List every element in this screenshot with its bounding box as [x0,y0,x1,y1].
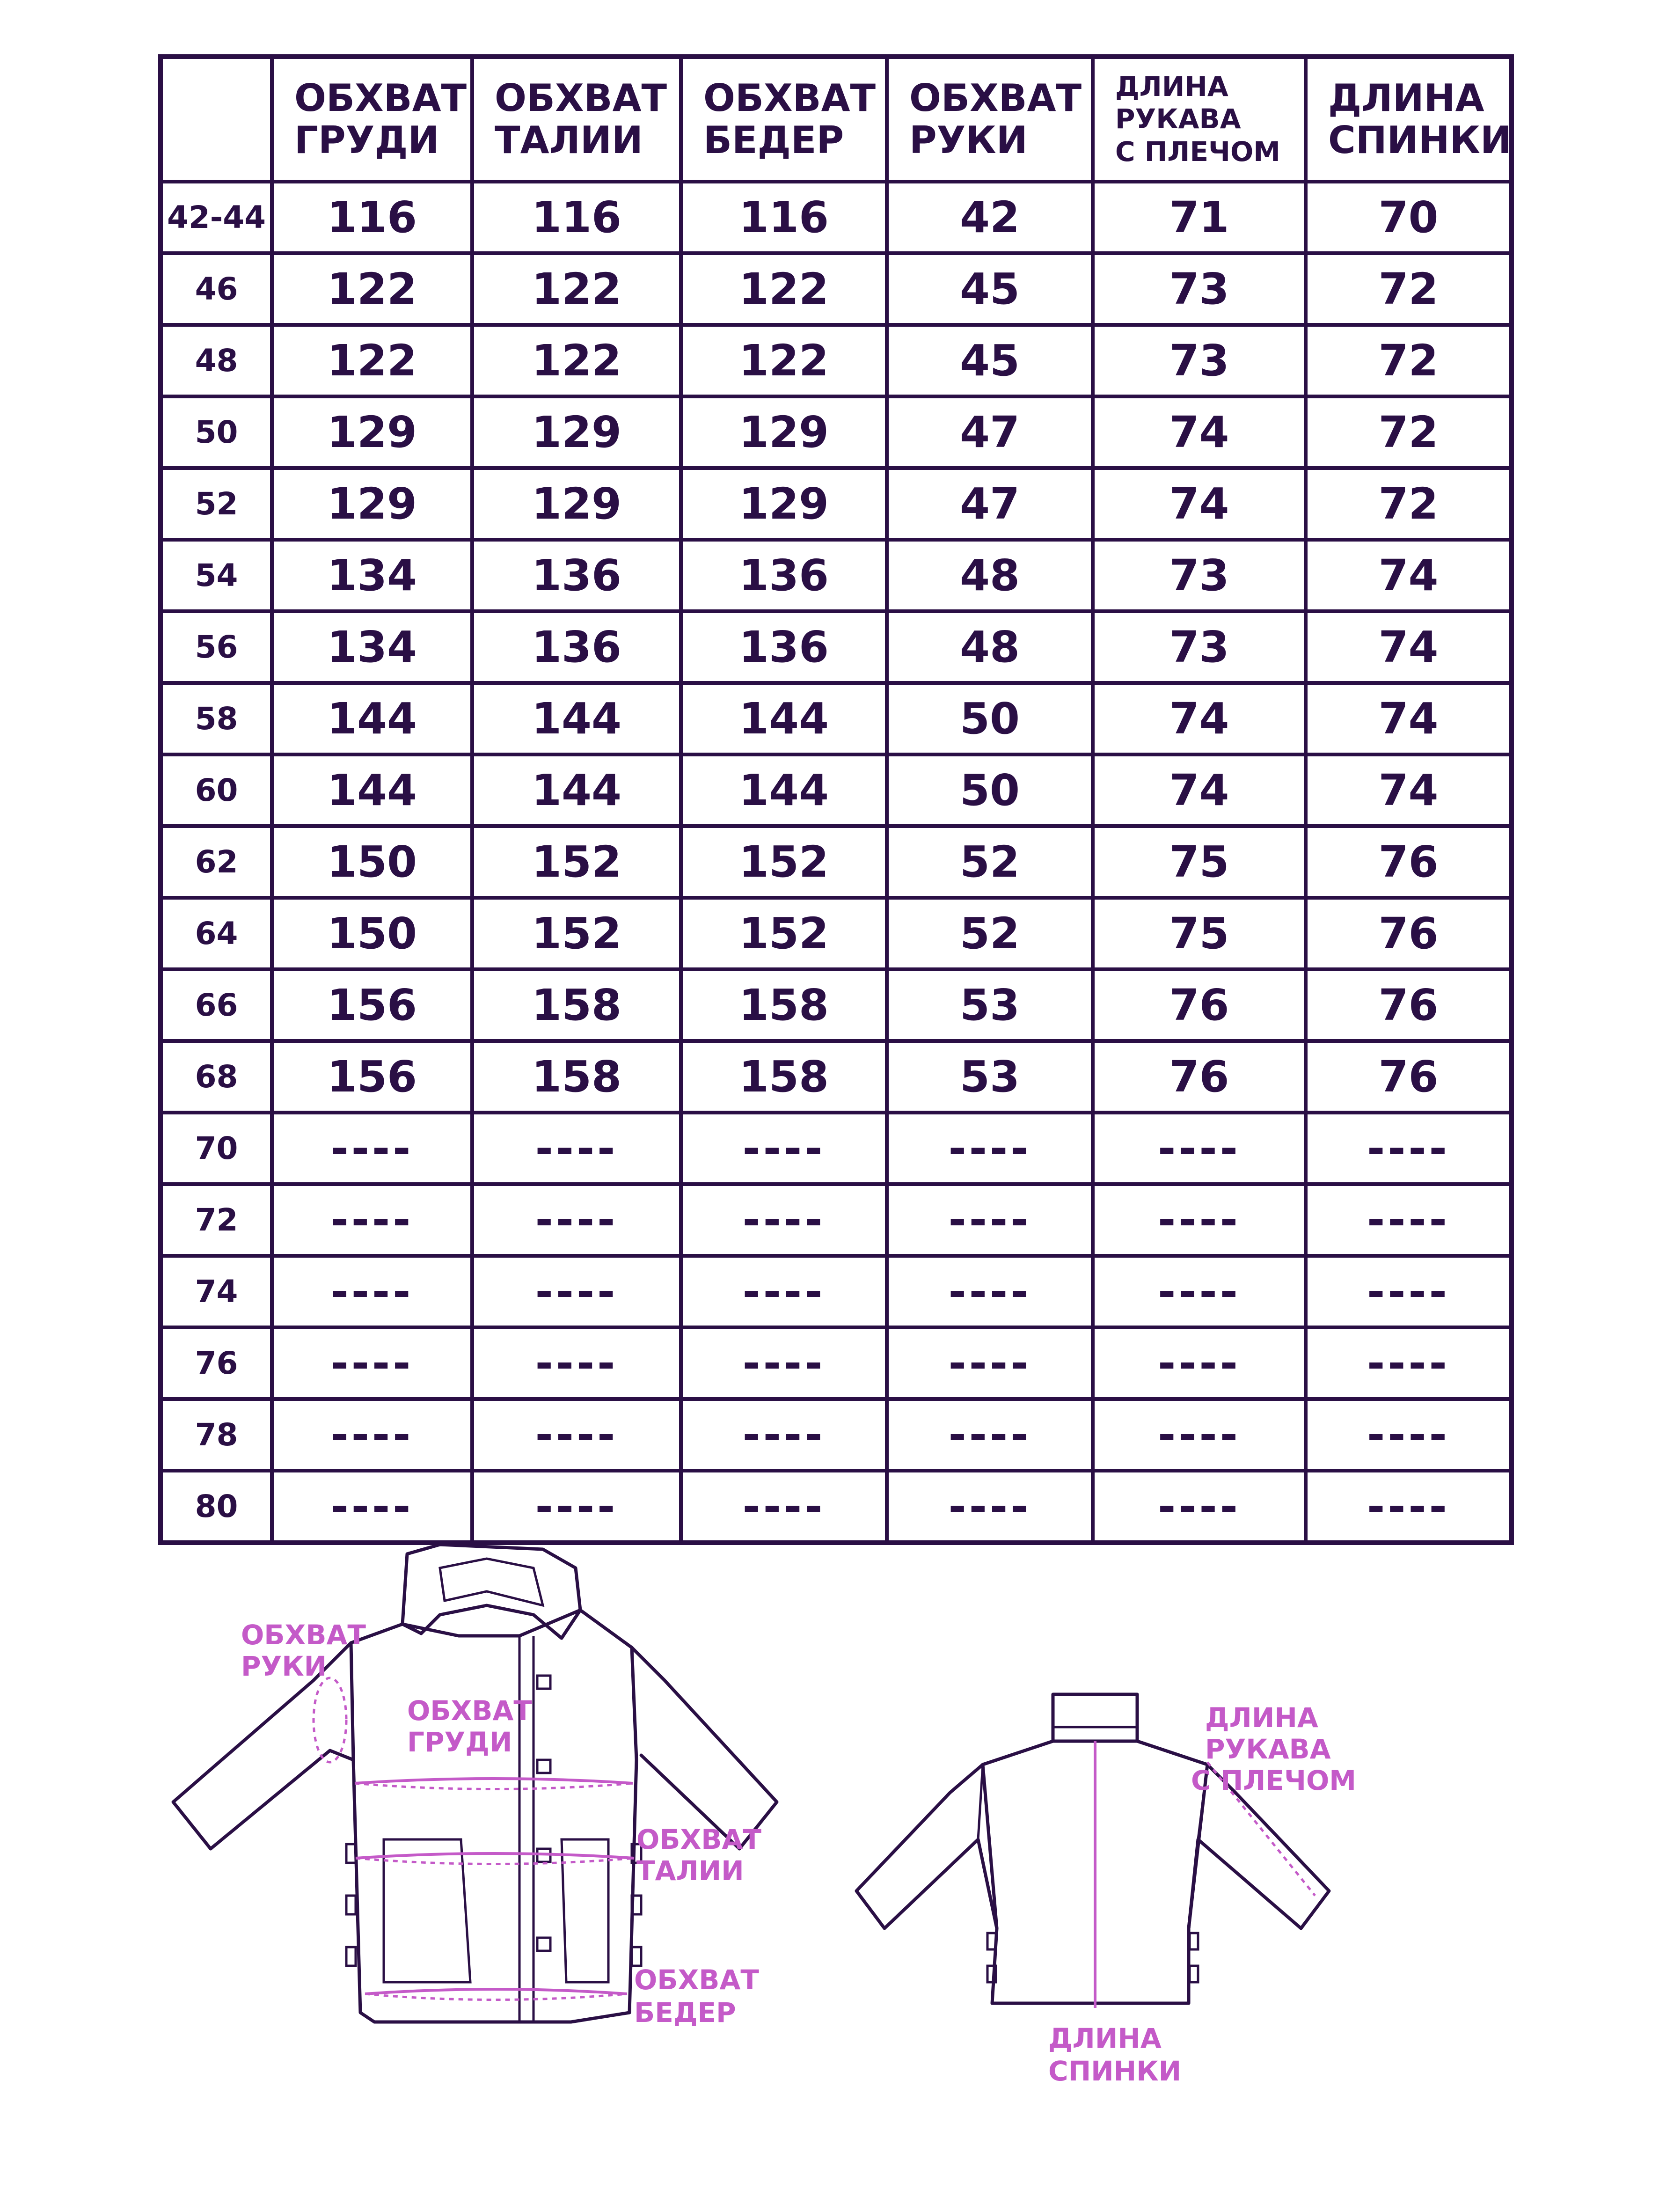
cell-arm: 53 [887,969,1093,1041]
table-row [161,1041,1512,1113]
label-sleeve-3: С ПЛЕЧОМ [1191,1765,1356,1796]
table-row [161,1184,1512,1256]
table-row [161,969,1512,1041]
cell-sleeve-length: 76 [1093,1041,1306,1113]
cell-size: 58 [161,683,272,754]
cell-back-length: 74 [1306,540,1512,611]
cell-size: 64 [161,898,272,969]
cell-back-length: ---- [1306,1113,1512,1184]
cell-hips: ---- [681,1471,887,1543]
table-row [161,683,1512,754]
table-body [161,182,1512,1543]
cell-arm: 47 [887,468,1093,540]
cell-hips: 122 [681,253,887,325]
cell-sleeve-length: ---- [1093,1256,1306,1327]
cell-chest: 150 [272,898,472,969]
table-row [161,253,1512,325]
cell-size: 70 [161,1113,272,1184]
cell-arm: 48 [887,611,1093,683]
cell-hips: ---- [681,1327,887,1399]
cell-back-length: 74 [1306,754,1512,826]
cell-back-length: 76 [1306,1041,1512,1113]
cell-waist: 129 [472,468,681,540]
front-jacket-outline [173,1545,777,2022]
label-waist-2: ТАЛИИ [636,1855,744,1887]
table-row [161,1256,1512,1327]
header-size [161,57,272,182]
cell-arm: 52 [887,898,1093,969]
cell-sleeve-length: 74 [1093,754,1306,826]
header-sleeve-length: ДЛИНА РУКАВА С ПЛЕЧОМ [1093,57,1306,182]
cell-back-length: 76 [1306,898,1512,969]
cell-back-length: 72 [1306,253,1512,325]
cell-chest: 134 [272,540,472,611]
label-hips-1: ОБХВАТ [634,1964,759,1996]
header-arm: ОБХВАТ РУКИ [887,57,1093,182]
label-sleeve-1: ДЛИНА [1205,1702,1318,1734]
cell-size: 80 [161,1471,272,1543]
cell-arm: 45 [887,253,1093,325]
label-arm-1: ОБХВАТ [241,1619,366,1651]
cell-sleeve-length: 71 [1093,182,1306,253]
table-header-row [161,57,1512,182]
cell-hips: 158 [681,969,887,1041]
cell-arm: ---- [887,1184,1093,1256]
cell-back-length: 74 [1306,683,1512,754]
cell-waist: 158 [472,969,681,1041]
cell-chest: 129 [272,396,472,468]
cell-size: 56 [161,611,272,683]
cell-hips: 144 [681,754,887,826]
label-chest-2: ГРУДИ [407,1726,512,1758]
cell-waist: 136 [472,611,681,683]
cell-back-length: ---- [1306,1184,1512,1256]
label-back-1: ДЛИНА [1048,2022,1162,2054]
cell-chest: 156 [272,1041,472,1113]
table-row [161,325,1512,396]
cell-size: 46 [161,253,272,325]
cell-back-length: 74 [1306,611,1512,683]
cell-size: 42-44 [161,182,272,253]
table-row [161,1399,1512,1471]
cell-waist: ---- [472,1471,681,1543]
size-chart-table [158,54,1514,1545]
cell-back-length: 76 [1306,826,1512,898]
cell-arm: 50 [887,683,1093,754]
cell-chest: ---- [272,1471,472,1543]
cell-hips: 136 [681,611,887,683]
cell-chest: 116 [272,182,472,253]
cell-size: 48 [161,325,272,396]
header-waist: ОБХВАТ ТАЛИИ [472,57,681,182]
cell-hips: 152 [681,898,887,969]
cell-waist: 144 [472,754,681,826]
cell-size: 68 [161,1041,272,1113]
header-chest: ОБХВАТ ГРУДИ [272,57,472,182]
table-row [161,611,1512,683]
cell-size: 76 [161,1327,272,1399]
cell-back-length: ---- [1306,1327,1512,1399]
cell-sleeve-length: 76 [1093,969,1306,1041]
cell-size: 78 [161,1399,272,1471]
cell-size: 74 [161,1256,272,1327]
table-row [161,540,1512,611]
cell-hips: ---- [681,1184,887,1256]
cell-chest: ---- [272,1113,472,1184]
cell-size: 50 [161,396,272,468]
cell-size: 72 [161,1184,272,1256]
cell-sleeve-length: ---- [1093,1399,1306,1471]
cell-hips: 129 [681,468,887,540]
table-row [161,1471,1512,1543]
cell-waist: 144 [472,683,681,754]
cell-hips: 116 [681,182,887,253]
cell-chest: ---- [272,1327,472,1399]
cell-back-length: 72 [1306,325,1512,396]
label-back-2: СПИНКИ [1048,2055,1182,2087]
cell-sleeve-length: ---- [1093,1327,1306,1399]
table-row [161,1113,1512,1184]
cell-waist: ---- [472,1399,681,1471]
table-row [161,1327,1512,1399]
cell-arm: 45 [887,325,1093,396]
cell-arm: ---- [887,1471,1093,1543]
cell-size: 62 [161,826,272,898]
cell-sleeve-length: 73 [1093,611,1306,683]
cell-waist: 129 [472,396,681,468]
cell-chest: ---- [272,1256,472,1327]
cell-waist: ---- [472,1327,681,1399]
cell-arm: 50 [887,754,1093,826]
cell-sleeve-length: ---- [1093,1471,1306,1543]
cell-hips: ---- [681,1399,887,1471]
cell-waist: 116 [472,182,681,253]
cell-chest: 122 [272,253,472,325]
cell-hips: 152 [681,826,887,898]
cell-chest: ---- [272,1184,472,1256]
cell-chest: 144 [272,754,472,826]
cell-size: 66 [161,969,272,1041]
cell-arm: 52 [887,826,1093,898]
cell-chest: 122 [272,325,472,396]
cell-arm: ---- [887,1256,1093,1327]
cell-chest: 144 [272,683,472,754]
cell-chest: 156 [272,969,472,1041]
table-row [161,182,1512,253]
table-row [161,826,1512,898]
cell-arm: 47 [887,396,1093,468]
cell-sleeve-length: 73 [1093,325,1306,396]
cell-chest: ---- [272,1399,472,1471]
cell-arm: 53 [887,1041,1093,1113]
cell-back-length: 72 [1306,468,1512,540]
cell-waist: 152 [472,898,681,969]
front-jacket-diagram [159,1540,786,2041]
cell-sleeve-length: 75 [1093,826,1306,898]
cell-chest: 134 [272,611,472,683]
cell-hips: 144 [681,683,887,754]
table-row [161,898,1512,969]
cell-waist: 136 [472,540,681,611]
cell-sleeve-length: 74 [1093,683,1306,754]
cell-sleeve-length: 74 [1093,396,1306,468]
cell-hips: ---- [681,1113,887,1184]
cell-chest: 129 [272,468,472,540]
cell-sleeve-length: 73 [1093,540,1306,611]
cell-hips: 158 [681,1041,887,1113]
cell-waist: 122 [472,253,681,325]
cell-waist: 122 [472,325,681,396]
cell-waist: 158 [472,1041,681,1113]
table-row [161,396,1512,468]
cell-chest: 150 [272,826,472,898]
header-back-length: ДЛИНА СПИНКИ [1306,57,1512,182]
cell-arm: ---- [887,1113,1093,1184]
cell-hips: 122 [681,325,887,396]
cell-arm: 48 [887,540,1093,611]
cell-back-length: ---- [1306,1399,1512,1471]
cell-sleeve-length: 74 [1093,468,1306,540]
cell-size: 60 [161,754,272,826]
cell-sleeve-length: ---- [1093,1184,1306,1256]
cell-arm: ---- [887,1327,1093,1399]
table-row [161,754,1512,826]
cell-sleeve-length: 73 [1093,253,1306,325]
cell-back-length: 72 [1306,396,1512,468]
label-hips-2: БЕДЕР [634,1997,736,2029]
label-chest-1: ОБХВАТ [407,1695,532,1727]
cell-waist: ---- [472,1113,681,1184]
label-arm-2: РУКИ [241,1650,327,1682]
cell-back-length: ---- [1306,1471,1512,1543]
label-waist-1: ОБХВАТ [636,1824,761,1855]
cell-waist: 152 [472,826,681,898]
cell-hips: 136 [681,540,887,611]
cell-waist: ---- [472,1256,681,1327]
cell-back-length: 76 [1306,969,1512,1041]
cell-back-length: 70 [1306,182,1512,253]
table-row [161,468,1512,540]
cell-size: 54 [161,540,272,611]
cell-sleeve-length: 75 [1093,898,1306,969]
cell-arm: ---- [887,1399,1093,1471]
cell-waist: ---- [472,1184,681,1256]
cell-size: 52 [161,468,272,540]
cell-hips: ---- [681,1256,887,1327]
cell-arm: 42 [887,182,1093,253]
cell-hips: 129 [681,396,887,468]
back-jacket-diagram [842,1685,1376,2106]
cell-sleeve-length: ---- [1093,1113,1306,1184]
label-sleeve-2: РУКАВА [1205,1733,1331,1765]
cell-back-length: ---- [1306,1256,1512,1327]
header-hips: ОБХВАТ БЕДЕР [681,57,887,182]
